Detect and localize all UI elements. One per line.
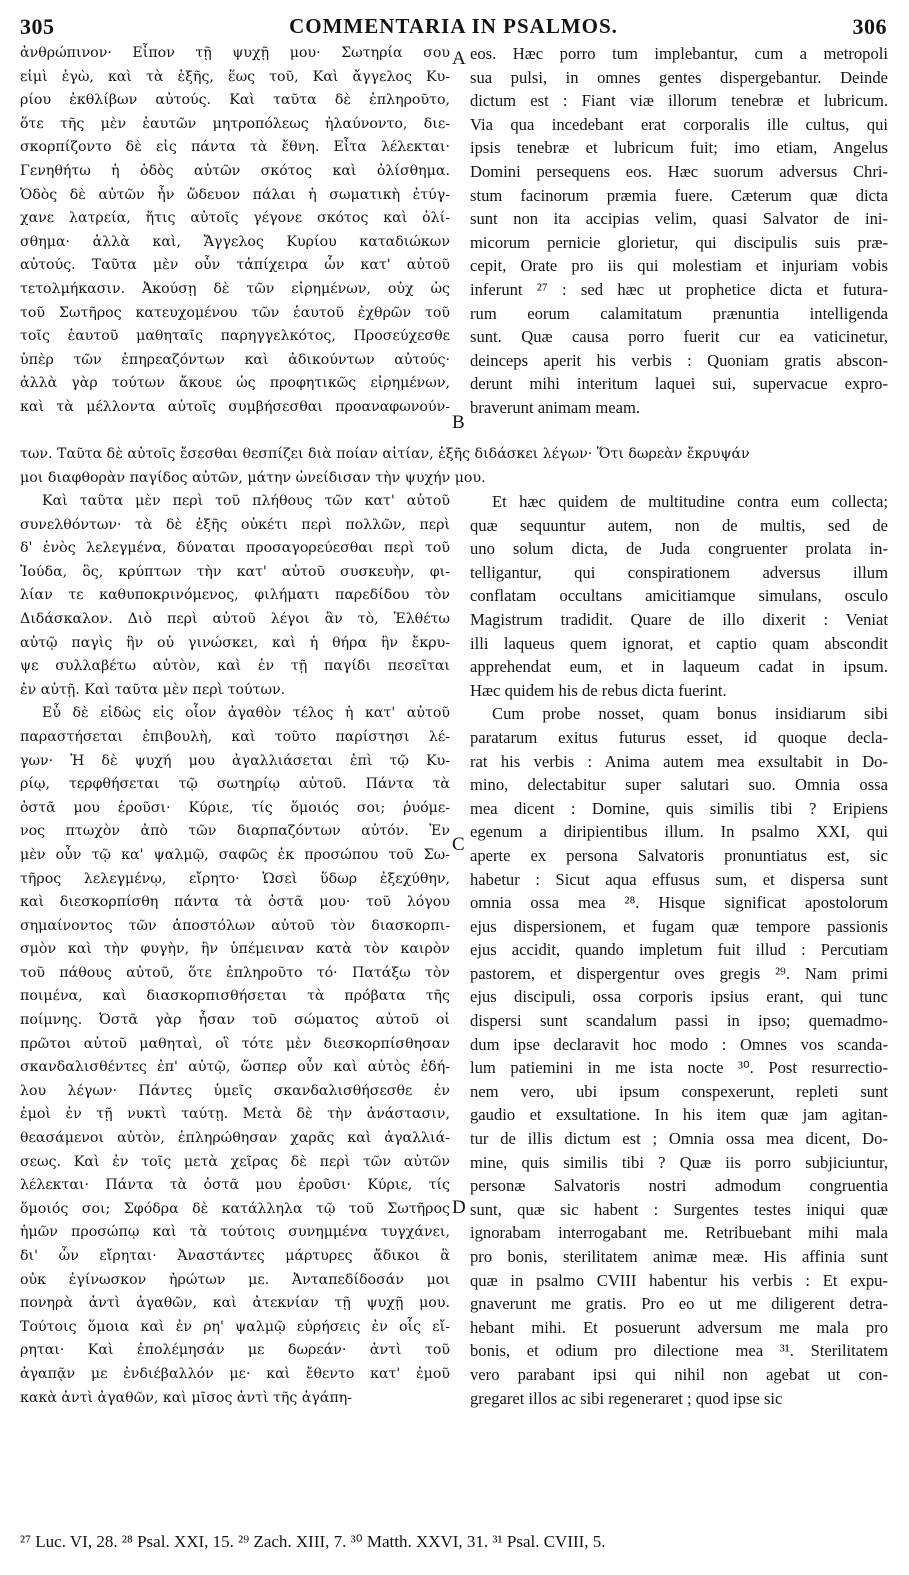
text-line: τοῖς ἑαυτοῦ μαθηταῖς παρηγγελκότος, Προσεύχεσθε: [20, 328, 450, 345]
text-line: Ἰούδα, ὃς, κρύπτων τὴν κατ' αὐτοῦ συσκευὴν, φι-: [20, 563, 450, 580]
text-line: dum ipse declaravit hoc modo : Omnes vos scanda-: [470, 1034, 888, 1054]
text-line: αὐτούς. Ταῦτα μὲν οὖν τἀπίχειρα ὧν κατ' αὐτοῦ: [20, 257, 450, 274]
text-line: παραστήσεται ἐπιβουλὴ, καὶ τοῦτο παρίστησι λέ-: [20, 728, 450, 745]
text-line: bonis, et odium pro dilectione mea ³¹. Sterilitatem: [470, 1341, 888, 1361]
text-line: συνελθόντων· τὰ δὲ ἑξῆς οὐκέτι περὶ πολλῶν, περὶ: [20, 516, 450, 533]
text-line: habetur : Sicut aqua effusus sum, et dispersa sunt: [470, 869, 888, 889]
text-line: ρηται· Καὶ ἐπολέμησάν με δωρεάν· ἀντὶ τοῦ: [20, 1342, 450, 1359]
text-line: μὲν οὖν τῷ κα' ψαλμῷ, σαφῶς ἐκ προσώπου τοῦ Σω-: [20, 846, 450, 863]
text-line: cepit, Orate pro iis qui molestiam et injuriam vobis: [470, 256, 888, 276]
text-line: ipsis tenebræ et lubricum fuit; imo etiam, Angelus: [470, 138, 888, 158]
text-line: nem vero, ubi ipsum conspexerunt, repleti sunt: [470, 1081, 888, 1101]
text-line: rat his verbis : Anima autem mea exsultabit in Do-: [470, 751, 888, 771]
text-line: pro bonis, sterilitatem animæ meæ. His affinia sunt: [470, 1247, 888, 1266]
text-line: ἐν αὐτῇ. Καὶ ταῦτα μὲν περὶ τούτων.: [20, 681, 286, 698]
text-line: εἰμὶ ἐγὼ, καὶ τὰ ἑξῆς, ἕως τοῦ, Καὶ ἄγγελος Κυ-: [20, 68, 450, 85]
page-header: [20, 10, 887, 44]
text-line: μοι διαφθορὰν παγίδος αὐτῶν, μάτην ὠνείδισαν τὴν ψυχήν μου.: [20, 469, 486, 486]
text-line: καὶ διεσκορπίσθη πάντα τὰ ὀστᾶ μου· τοῦ λόγου: [20, 894, 450, 911]
text-line: braverunt animam meam.: [470, 397, 641, 417]
text-line: sunt, quæ sic habent : Surgentes testes iniqui quæ: [470, 1199, 888, 1219]
text-line: τῆρος λελεγμένῳ, εἴρητο· Ὡσεὶ ὕδωρ ἐξεχύθην,: [20, 870, 450, 887]
text-line: οὐκ ἐγίνωσκον ἠρώτων με. Ἀνταπεδίδοσάν μοι: [20, 1271, 450, 1288]
text-line: δι' ὧν εἴρηται· Ἀναστάντες μάρτυρες ἄδικοι ἃ: [20, 1248, 450, 1264]
text-line: hebant mihi. Et posuerunt adversum me mala pro: [470, 1317, 888, 1337]
text-line: aperte ex persona Salvatoris pronuntiatus est, sic: [470, 845, 888, 865]
page-number-right: 306: [852, 14, 887, 39]
text-line: σθημα· ἀλλὰ καὶ, Ἄγγελος Κυρίου καταδιώκων: [20, 233, 450, 250]
text-line: ἀνθρώπινον· Εἶπον τῇ ψυχῇ μου· Σωτηρία σου: [20, 45, 450, 61]
text-line: κακὰ ἀντὶ ἀγαθῶν, καὶ μῖσος ἀντὶ τῆς ἀγάπη-: [20, 1389, 353, 1406]
text-line: dispersi sunt scandalum passi in ipso; quemadmo-: [470, 1011, 888, 1031]
text-line: derunt mihi interitum laquei sui, supervacue expro-: [470, 374, 888, 394]
text-line: λίαν τε καθυποκρινόμενος, φιλήματι παρεδίδου τὸν: [20, 587, 450, 604]
text-line: gnaverunt me gratis. Pro eo ut me diligerent detra-: [470, 1294, 888, 1314]
text-line: ἀγαπᾷν με ἐνδιέβαλλόν με· καὶ ἔθεντο κατ' ἐμοῦ: [20, 1365, 450, 1382]
margin-marker-b: B: [452, 412, 465, 433]
text-line: σμὸν καὶ τὴν φυγὴν, ἣν ὑπέμειναν κατὰ τὸν καιρὸν: [20, 941, 450, 958]
text-line: stum facinorum præmia fuere. Cæterum quæ dicta: [470, 185, 888, 205]
text-line: sunt non ita accipias velim, quasi Salvator de ini-: [470, 209, 888, 229]
text-line: ejus discipuli, ossa corporis ipsius erant, qui tunc: [470, 987, 888, 1007]
text-line: ἐμοὶ ἐν τῇ νυκτὶ ταύτῃ. Μετὰ δὲ τὴν ἀνάστασιν,: [20, 1106, 450, 1123]
text-line: ἡμῶν προσώπῳ καὶ τὰ τούτοις συνημμένα τυγχάνει,: [20, 1224, 450, 1241]
text-line: egenum a diripientibus illum. In psalmo XXI, qui: [470, 822, 888, 842]
text-line: τοῦ Σωτῆρος κατευχομένου τῶν ἑαυτοῦ ἐχθρῶν τοῦ: [20, 304, 450, 321]
text-line: tur de illis dictum est ; Omnia ossa mea dicent, Do-: [470, 1129, 888, 1149]
text-line: micorum pernicie glorietur, qui discipulis suis præ-: [470, 232, 888, 252]
text-line: gaudio et exsultatione. In his item quæ jam agitan-: [470, 1105, 888, 1125]
text-line: conflatam occultans amicitiamque simulans, osculo: [470, 586, 888, 606]
text-line: personæ Salvatoris nostri admodum congruentia: [470, 1176, 888, 1196]
text-line: σεως. Καὶ ἐν τοῖς μετὰ χεῖρας δὲ περὶ τῶν αὐτῶν: [20, 1153, 450, 1170]
text-line: ἀλλὰ γὰρ τούτων ἄκουε ὡς προφητικῶς εἰρημένων,: [20, 375, 450, 392]
latin-column-bottom: [470, 490, 888, 1410]
text-line: mino, delectabitur super salutari suo. Omnia ossa: [470, 775, 888, 795]
text-line: omnia ossa mea ²⁸. Hisque significat apostolorum: [470, 893, 888, 913]
text-line: πονηρὰ ἀντὶ ἀγαθῶν, καὶ ἀτεκνίαν τῇ ψυχῇ μου.: [20, 1295, 450, 1312]
text-line: σκορπίζοντο δὲ εἰς πάντα τὰ ἔθνη. Εἶτα λέλεκται·: [20, 139, 450, 156]
text-line: sunt. Quæ causa porro fuerit cur ea vaticinetur,: [470, 327, 888, 347]
text-line: illi laqueus quem ignorat, et captio quam abscondit: [470, 633, 888, 653]
greek-column-top: [20, 42, 450, 420]
text-line: vero parabant ipsi qui nihil non agebat ut con-: [470, 1364, 888, 1384]
text-line: ὀστᾶ μου ἐροῦσι· Κύριε, τίς ὅμοιός σοι; ῥυόμε-: [20, 799, 450, 816]
text-line: Καὶ ταῦτα μὲν περὶ τοῦ πλήθους τῶν κατ' αὐτοῦ: [42, 493, 450, 509]
text-line: Domini persequens eos. Hæc suorum adversus Chri-: [470, 161, 888, 181]
text-line: telligantur, qui conspirationem adversus illum: [470, 562, 888, 582]
text-line: λέλεκται· Πάντα τὰ ὀστᾶ μου ἐροῦσι· Κύριε, τίς: [20, 1177, 450, 1194]
text-line: paratarum exitus futurus esset, id quoque decla-: [470, 727, 888, 747]
text-line: ψε συλλαβέτω αὐτὸν, καὶ ἐν τῇ παγίδι πεσεῖται: [20, 658, 450, 675]
text-line: deinceps aperit his verbis : Quoniam gratis abscon-: [470, 350, 888, 370]
text-line: Cum probe nosset, quam bonus insidiarum sibi: [492, 704, 888, 724]
text-line: pastorem, et dispergentur oves gregis ²⁹. Nam primi: [470, 963, 888, 983]
text-line: quæ sequuntur autem, non de multis, sed de: [470, 515, 888, 535]
text-line: αὐτῷ παγὶς ἣν οὐ γινώσκει, καὶ ἡ θήρα ἣν ἔκρυ-: [20, 634, 450, 651]
text-line: dictum est : Fiant viæ illorum tenebræ et lubricum.: [470, 91, 888, 111]
text-line: ignorabam interrogabant me. Retribuebant mihi mala: [470, 1223, 888, 1243]
text-line: rum eorum calamitatum prænuntia intelligenda: [470, 303, 888, 323]
text-line: Et hæc quidem de multitudine contra eum collecta;: [492, 492, 888, 511]
text-line: Via qua incedebant erat corporalis ille cultus, qui: [470, 114, 888, 134]
text-line: λου λέγων· Πάντες ὑμεῖς σκανδαλισθήσεσθε ἐν: [20, 1082, 450, 1099]
text-line: sua pulsi, in omnes gentes dispergebantur. Deinde: [470, 67, 888, 87]
text-line: apprehendat eum, et in laqueum cadat in ipsum.: [470, 657, 888, 677]
text-line: ὅτε τῆς μὲν ἑαυτῶν μητροπόλεως ἠλαύνοντο, διε-: [20, 115, 450, 132]
text-line: eos. Hæc porro tum implebantur, cum a metropoli: [470, 44, 888, 63]
text-line: θεασάμενοι αὐτὸν, ἐπληρώθησαν χαρᾶς καὶ ἀγαλλιά-: [20, 1130, 450, 1147]
latin-column-top: [470, 42, 888, 420]
text-line: uno solum dicta, de Juda congruenter prolata in-: [470, 539, 888, 559]
text-line: τοῦ πάθους αὐτοῦ, ὅτε ἐπληροῦτο τό· Πατάξω τὸν: [20, 964, 450, 981]
text-line: ποίμνης. Ὀστᾶ γὰρ ἦσαν τοῦ σώματος αὐτοῦ οἱ: [20, 1012, 450, 1029]
margin-marker-d: D: [452, 1197, 466, 1218]
text-line: ὅμοιός σοι; Σφόδρα δὲ κατάλληλα τῷ τοῦ Σωτῆρος: [20, 1200, 450, 1217]
text-line: δ' ἑνὸς λελεγμένα, δύναται προσαγορεύεσθαι περὶ τοῦ: [20, 540, 450, 557]
text-line: gregaret illos ac sibi regeneraret ; quod ipse sic: [470, 1388, 783, 1408]
text-line: νος πτωχὸν ἀπὸ τῶν διαρπαζόντων αὐτόν. Ἐν: [20, 823, 450, 840]
text-line: γων· Ἡ δὲ ψυχή μου ἀγαλλιάσεται ἐπὶ τῷ Κυ-: [20, 752, 450, 769]
text-line: ejus dispersionem, et fugam quæ tempore passionis: [470, 916, 888, 936]
footnotes: ²⁷ Luc. VI, 28. ²⁸ Psal. XXI, 15. ²⁹ Zach. XIII, 7. ³⁰ Matth. XXVI, 31. ³¹ Psal. CVIII, 5.: [20, 1532, 606, 1551]
text-line: lum patiemini in me ista nocte ³⁰. Post resurrectio-: [470, 1058, 888, 1078]
text-line: τετολμήκασιν. Ἀκούσῃ δὲ τῶν εἰρημένων, οὐχ ὡς: [20, 280, 450, 297]
text-line: mine, quis similis tibi ? Quæ iis porro subjiciuntur,: [470, 1152, 888, 1172]
text-line: πρῶτοι αὐτοῦ μαθηταὶ, οἳ τότε μὲν διεσκορπίσθησαν: [20, 1035, 450, 1052]
margin-marker-a: A: [452, 48, 466, 69]
text-line: σημαίνοντος τῶν ἀποστόλων αὐτοῦ τὸν διασκορπι-: [20, 917, 450, 934]
text-line: Εὖ δὲ εἰδὼς εἰς οἷον ἀγαθὸν τέλος ἡ κατ' αὐτοῦ: [42, 705, 450, 722]
text-line: Τούτοις ὅμοια καὶ ἐν ρη' ψαλμῷ εὑρήσεις ἐν οἷς εἴ-: [20, 1318, 450, 1335]
text-line: ὑπὲρ τῶν ἐπηρεαζόντων καὶ ἀδικούντων αὐτούς·: [20, 351, 450, 368]
running-title: COMMENTARIA IN PSALMOS.: [289, 14, 618, 38]
text-line: καὶ τὰ μέλλοντα αὐτοῖς συμβήσεσθαι προαναφωνούν-: [20, 398, 450, 415]
text-line: Διδάσκαλον. Διὸ περὶ αὐτοῦ λέγοι ἂν τὸ, Ἐλθέτω: [20, 610, 450, 627]
text-line: quæ in psalmo CVIII habentur his verbis : Et expu-: [470, 1270, 888, 1290]
text-line: Magistrum tradidit. Quare de illo dixerit : Veniat: [470, 609, 888, 629]
text-line: των. Ταῦτα δὲ αὐτοῖς ἔσεσθαι θεσπίζει διὰ ποίαν αἰτίαν, ἑξῆς διδάσκει λέγων· Ὅτι δωρεὰν ἔκρυψάν: [20, 446, 750, 462]
text-line: ejus accidit, quando impletum fuit illud : Percutiam: [470, 940, 888, 960]
text-line: ρίου ἐκθλίβων αὐτούς. Καὶ ταῦτα δὲ ἐπληροῦτο,: [20, 92, 450, 109]
text-line: ρίῳ, τερφθήσεται τῷ σωτηρίῳ αὐτοῦ. Πάντα τὰ: [20, 776, 450, 793]
text-line: Ὁδὸς δὲ αὐτῶν ἦν ὥδευον πάλαι ἡ σωματικὴ ἐτύγ-: [20, 186, 450, 203]
text-line: mea dicent : Domine, quis similis tibi ? Eripiens: [470, 798, 888, 818]
text-line: σκανδαλισθέντες ἐπ' αὐτῷ, ὥσπερ οὖν καὶ αὐτὸς ἐδή-: [20, 1059, 450, 1076]
greek-full-width-lines: [20, 443, 888, 490]
text-line: χανε λατρεία, ἥτις αὐτοῖς γέγονε σκότος καὶ ὀλί-: [20, 210, 450, 227]
greek-column-bottom: [20, 490, 450, 1410]
text-line: inferunt ²⁷ : sed hæc ut prophetice dicta et futura-: [470, 279, 888, 299]
text-line: Γενηθήτω ἡ ὁδὸς αὐτῶν σκότος καὶ ὀλίσθημα.: [20, 162, 450, 179]
text-line: Hæc quidem his de rebus dicta fuerint.: [470, 680, 727, 700]
margin-marker-c: C: [452, 834, 465, 855]
text-line: ποιμένα, καὶ διασκορπισθήσεται τὰ πρόβατα τῆς: [20, 988, 450, 1005]
page-number-left: 305: [20, 14, 55, 39]
